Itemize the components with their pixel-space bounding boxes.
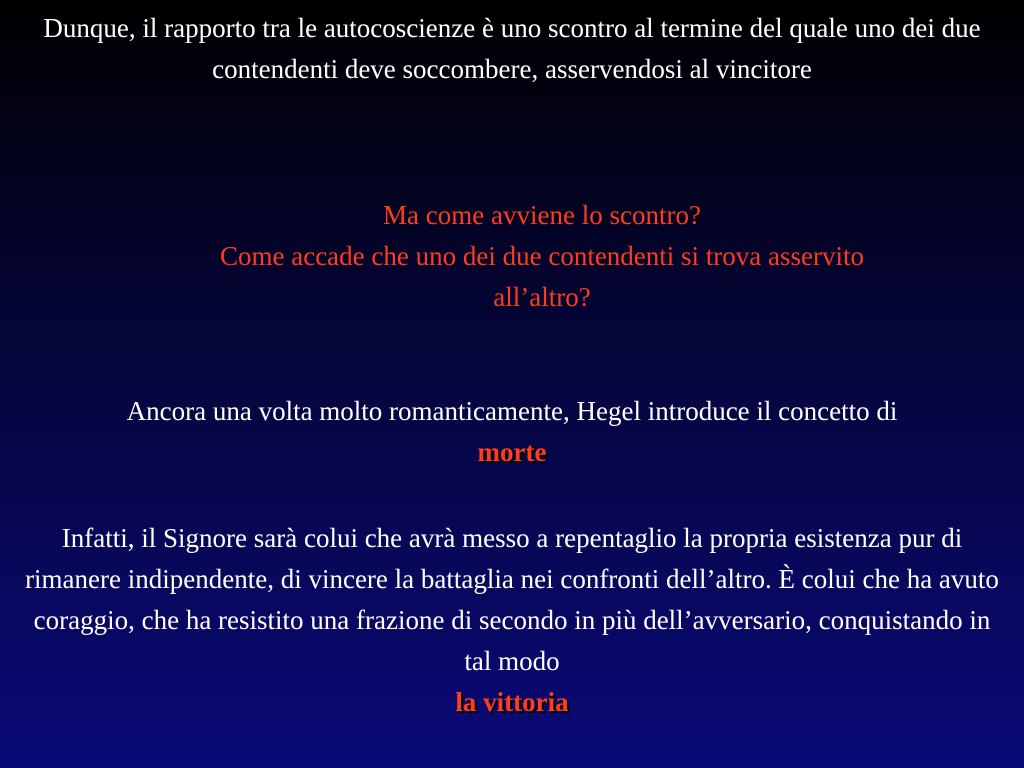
signore-paragraph [20,518,1004,723]
question-line-1: Ma come avviene lo scontro? [383,200,701,230]
vittoria-keyword: la vittoria [455,687,569,717]
morte-keyword: morte [477,437,547,467]
signore-text: Infatti, il Signore sarà colui che avrà messo a repentaglio la propria esistenza pur di rimanere indipendente, di vincere la battaglia nei confronti dell’altro. È colui che ha avuto coraggio, che ha resistito una frazione di secondo in più dell’avversario, conquistando in tal modo [25,523,999,676]
hegel-paragraph [10,391,1014,473]
hegel-text: Ancora una volta molto romanticamente, Hegel introduce il concetto di [126,396,898,426]
intro-text: Dunque, il rapporto tra le autocoscienze è uno scontro al termine del quale uno dei due contendenti deve soccombere, asservendosi al vincitore [43,13,981,84]
intro-paragraph [30,8,994,90]
question-paragraph [170,195,914,318]
question-line-2: Come accade che uno dei due contendenti si trova asservito all’altro? [219,241,865,312]
